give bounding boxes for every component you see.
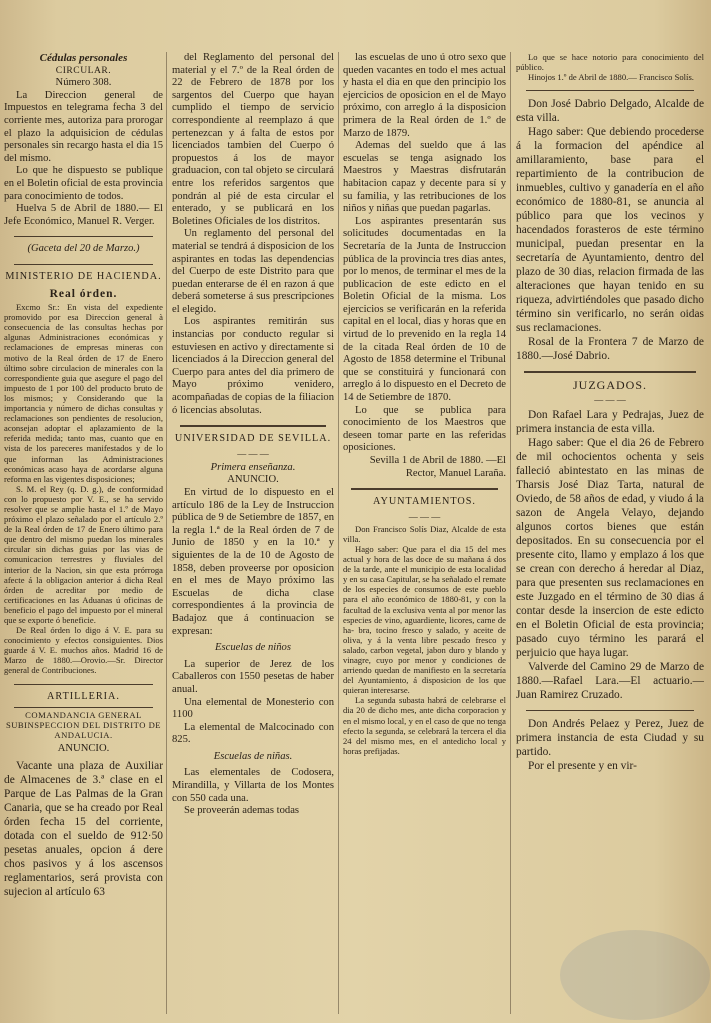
ayuntamiento-3: La segunda subasta habrá de celebrarse el dia 20 de dicho mes, ante dicha corporacion y en el mismo local, y en el caso de que no tenga efecto la segunda, se celebrará la tercera el dia 24 del mismo mes, en el antedicho local y horas prefijadas.: [343, 695, 506, 756]
dabrio-2: Hago saber: Que debiendo procederse á la formacion del apéndice al amillaramiento, base para el repartimiento de la contribucion de inmuebles, cultivo y ganadería en el año económico de 1880-81, se anuncia al público para que los vecinos y hacendados forasteros de este término municipal, puedan presentar en la secretaría de Ayuntamiento, dentro del plazo de 30 dias, relacion firmada de las alteraciones que hayan tenido en su riqueza, advirtiéndoles que pasado dicho término sin verificarlo, no serán oidas sus reclamaciones.: [516, 126, 704, 335]
dash-ornament: — — —: [408, 511, 441, 522]
ayuntamiento-1: Don Francisco Solís Diaz, Alcalde de esta villa.: [343, 523, 506, 544]
divider: [14, 684, 153, 685]
lara-3: Valverde del Camino 29 de Marzo de 1880.—Rafael Lara.—El actuario.— Juan Ramirez Cruzado.: [516, 660, 704, 701]
ayuntamientos-heading: AYUNTAMIENTOS.: [373, 496, 476, 508]
artilleria-body: Vacante una plaza de Auxiliar de Almacenes de 3.ª clase en el Parque de Las Palmas de la Gran Canaria, que se ha creado por Real órden fecha 15 del corriente, dotada con el sueldo de 912·50 pesetas anuales, opcion á dere chos pasivos y á los ascensos reglamentarios, será provista con sujecion al artículo 63: [4, 760, 163, 899]
ayuntamiento-2: Hago saber: Que para el dia 15 del mes actual y hora de las doce de su mañana á dos de la tarde, ante el municipio de esta localidad y en su casa Capitular, se ha señalado el remate de los especies de consumos de este pueblo para el año económico de 1880-81, y con la facultad de la exclusiva venta al por menor las especies de vino, aguardiente, licores, carne de ha- bra, tocino fresco y salado, y aceite de oliva, y á la venta libre pescado fresco y salado, carbon vegetal, jabon duro y blando y vinagre, cuyo por menor y condiciones de arriendo quedan de manifiesto en la secretaría del Ayuntamiento, á disposicion de los que quieran interesarse.: [343, 543, 506, 696]
escuelas-ninos-heading: Escuelas de niños: [215, 642, 291, 654]
perez-2: Por el presente y en vir-: [528, 759, 637, 772]
juzgados-heading: JUZGADOS.: [572, 378, 647, 393]
universidad-heading: UNIVERSIDAD DE SEVILLA.: [174, 433, 332, 445]
cedulas-title: Cédulas personales: [39, 52, 128, 64]
escuelas-ninas-heading: Escuelas de niñas.: [213, 750, 293, 762]
col2-body-3: Los aspirantes remitirán sus instancias por conducto regular si estuviesen en activo y directamente si licenciados á la Direccion general del Cuerpo para antes del dia primero de Mayo próximo venidero, acompañadas de copias de la filiacion ó licencias absolutas.: [172, 316, 334, 416]
col2-body-8: Las elementales de Codosera, Mirandilla, y Villarta de los Montes con 550 cada una.: [172, 767, 334, 804]
real-orden-body-1: Excmo Sr.: En vista del expediente promovido por esa Direccion general à consecuencia de las consultas hechas por algunas Administraciones económicas y reclamaciones de empresas mineras con motivo de la Real órden de 17 de Enero último sobre circulacion de minerales con la correspondiente guia que asegure el pago del impuesto de 1 por 100 del producto bruto de los mismos; y Considerando que la importancia y número de dichas consultas y reclamaciones son pendientes de resolucion, aconsejan adoptar el aplazamiento de la referida medida; tanto mas, cuanto que en vista de los pareceres manifestados y de lo que informan las Administraciones económicas acaso haya de acordarse alguna reforma en las vigentes disposiciones;: [4, 302, 163, 484]
column-3: [343, 52, 506, 1018]
col4-top-1: Lo que se hace notorio para conocimiento del público.: [516, 52, 704, 73]
real-orden-heading: Real órden.: [49, 287, 118, 300]
dabrio-3: Rosal de la Frontera 7 de Marzo de 1880.—José Dabrio.: [516, 336, 704, 363]
real-orden-body-3: De Real órden lo digo á V. E. para su conocimiento y efectos consiguientes. Dios guarde á V. E. muchos años. Madrid 16 de Marzo de 1880.—Orovio.—Sr. Director general de Contribuciones.: [4, 625, 163, 676]
cedulas-body-2: Lo que he dispuesto se publique en el Boletin oficial de esta provincia para conocimiento de todos.: [4, 165, 163, 202]
column-4: [516, 52, 704, 1018]
column-rule: [166, 52, 167, 1014]
gaceta-label: (Gaceta del 20 de Marzo.): [27, 243, 140, 255]
divider: [14, 264, 153, 265]
column-rule: [510, 52, 511, 1014]
real-orden-body-2: S. M. el Rey (q. D. g.), de conformidad con lo propuesto por V. E., se ha servido resolver que se amplie hasta el 1.º de Mayo próximo el plazo señalado por el artículo 2.º de la Real órden de 17 de Enero último para que dentro del mismo puedan los minerales circular sin dichas guias por las vias de comunicacion terrestres y fluviales del interior de la Nacion, sin que esta prórroga afecte á la obligacion anterior á dicha Real órden de acreditar por medio de certificaciones en las Aduanas ú oficinas de beneficio el pago del impuesto por el mineral que se exporte ó beneficie.: [4, 483, 163, 625]
col2-body-5: La superior de Jerez de los Caballeros con 1550 pesetas de haber anual.: [172, 658, 334, 695]
dash-ornament: — — —: [237, 448, 269, 459]
ink-stamp-mark: [560, 930, 710, 1020]
col3-body-4: Lo que se publica para conocimiento de los Maestros que deseen tomar parte en las referidas oposiciones.: [343, 404, 506, 454]
divider: [180, 425, 326, 427]
divider: [351, 488, 498, 490]
dabrio-1: Don José Dabrio Delgado, Alcalde de esta villa.: [516, 98, 704, 125]
lara-2: Hago saber: Que el dia 26 de Febrero de mil ochocientos ochenta y seis falleció abintestato en las minas de Tharsis José Diaz Tarta, natural de Oviedo, de 58 años de edad, y viudo á la sazon de Angela Velayo, dejando algunos cortos bienes que están depositados. En su consecuencia por el presente cito, llamo y emplazo á los que se crean con derecho á heredar al Diaz, para que presenten sus reclamaciones en este Juzgado en el término de 30 dias á contar desde la insercion de este edicto en el Boletin Oficial de esta provincia; pasado cuyo término les parará el perjuicio que haya lugar.: [516, 436, 704, 659]
column-1: [4, 52, 163, 1018]
cedulas-sign: Huelva 5 de Abril de 1880.— El Jefe Económico, Manuel R. Verger.: [4, 203, 163, 227]
perez-1: Don Andrés Pelaez y Perez, Juez de primera instancia de esta Ciudad y su partido.: [516, 717, 704, 758]
col4-top-2: Hinojos 1.º de Abril de 1880.— Francisco Solís.: [528, 72, 694, 83]
col2-body-6: Una elemental de Monesterio con 1100: [172, 696, 334, 721]
col2-body-4: En virtud de lo dispuesto en el artículo 186 de la Ley de Instruccion pública de 9 de Setiembre de 1857, en la regla 1.ª de la Real órden de 7 de Junio de 1850 y en la 10.ª y siguientes de la de 10 de Agosto de 1858, deben proveerse por oposicion en el mes de Mayo próximo las Escuelas de dicha clase correspondientes á la provincia de Badajoz que á continuacion se expresan:: [172, 487, 334, 637]
divider: [14, 707, 153, 708]
comandancia-heading: COMANDANCIA GENERAL SUBINSPECCION DEL DISTRITO DE ANDALUCIA.: [5, 710, 162, 741]
primera-ensenanza: Primera enseñanza.: [210, 461, 296, 473]
divider: [526, 710, 694, 711]
anuncio-label: ANUNCIO.: [57, 743, 110, 755]
col3-body-1: las escuelas de uno ú otro sexo que queden vacantes en todo el mes actual y hasta el dia en que den principio los ejercicios de oposicion en el de Mayo próximo, con arreglo á la disposicion primera de la Real órden de 1.º de Marzo de 1879.: [343, 52, 506, 139]
col3-body-3: Los aspirantes presentarán sus solicitudes documentadas en la Secretaría de la Junta de Instruccion pública de la provincia tres dias antes, por lo menos, de terminar el mes de la publicacion de este edicto en el Boletin Oficial de la misma. Los ejercicios se verificarán en la referida capital en el local, dias y horas que en virtud de lo prevenido en la regla 14 de la citada Real órden de 10 de Agosto de 1858 determine el Tribunal que se constituirá y funcionará con arreglo á lo dispuesto en el Decreto de 14 de Setiembre de 1870.: [343, 215, 506, 404]
col2-body-9: Se proveerán ademas todas: [184, 805, 300, 817]
artilleria-heading: ARTILLERIA.: [47, 690, 120, 702]
dash-ornament: — — —: [594, 394, 626, 405]
col2-body-1: del Reglamento del personal del material y el 7.º de la Real órden de 22 de Febrero de 1878 por los sargentos del Cuerpo que hayan cumplido el tiempo de servicio correspondiente al reemplazo á que pertenezcan y á falta de estos por licenciados tambien del Cuerpo ó propuestos á los de mayor graduacion, con tal objeto se circulará entre los referidos sargentos que pondrán al pié de esta circular el enterado, y se publicará en los Boletines Oficiales de los distritos.: [172, 52, 334, 227]
divider: [524, 371, 696, 373]
numero-label: Número 308.: [55, 77, 112, 89]
column-2: [172, 52, 334, 1018]
anuncio-label: ANUNCIO.: [227, 474, 279, 486]
divider: [14, 236, 153, 237]
col3-body-2: Ademas del sueldo que á las escuelas se tenga asignado los Maestros y Maestras disfrutarán habitacion capaz y decente para sí y su familia, y las retribuciones de los niños y niñas que puedan pagarlas.: [343, 140, 506, 215]
col2-body-2: Un reglamento del personal del material se tendrá á disposicion de los aspirantes en todas las dependencias del Cuerpo de este Distrito para que puedan enterarse de él en razon á que deberá someterse á sus prescripciones el elegido.: [172, 228, 334, 315]
lara-1: Don Rafael Lara y Pedrajas, Juez de primera instancia de esta villa.: [516, 408, 704, 435]
col3-sign: Sevilla 1 de Abril de 1880. —El Rector, Manuel Laraña.: [369, 455, 506, 479]
circular-label: CIRCULAR.: [55, 64, 112, 76]
cedulas-body: La Direccion general de Impuestos en telegrama fecha 3 del corriente mes, autoriza para prorogar el plazo la adquisicion de cédulas personales sin recargo hasta el dia 15 del mismo.: [4, 89, 163, 164]
col2-body-7: La elemental de Malcocinado con 825.: [172, 721, 334, 746]
divider: [526, 90, 694, 91]
ministerio-heading: MINISTERIO DE HACIENDA.: [5, 270, 162, 282]
column-rule: [338, 52, 339, 1014]
